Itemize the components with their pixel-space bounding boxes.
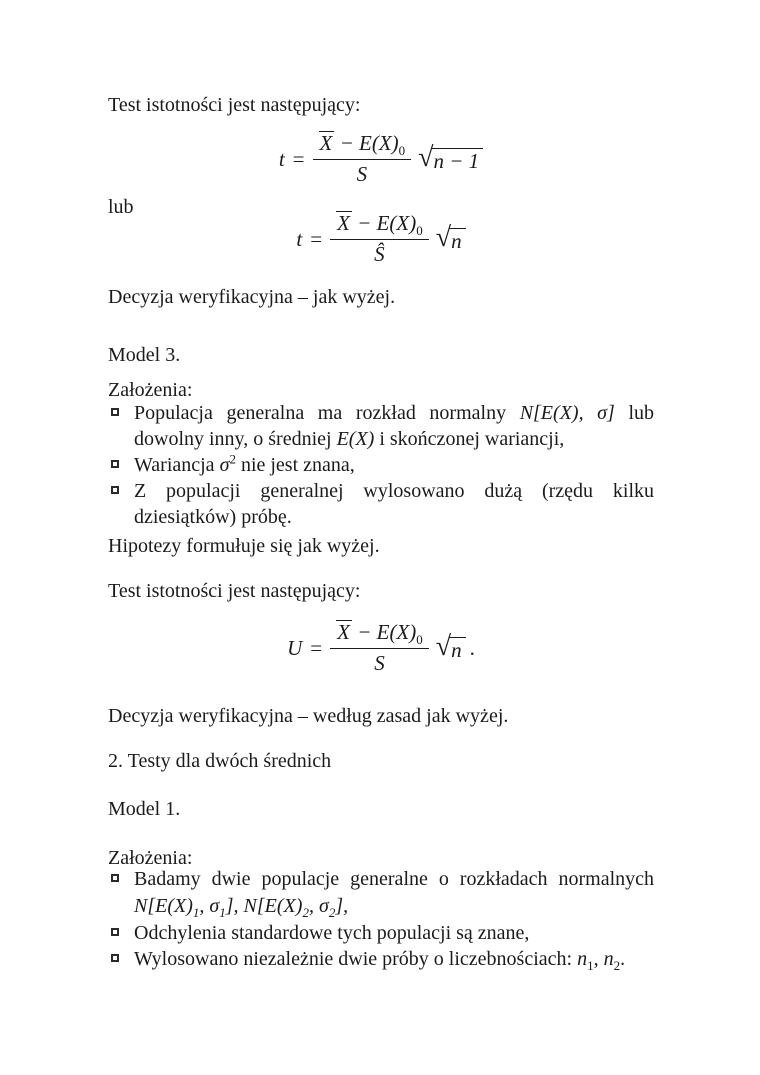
equals-sign: =	[310, 635, 323, 660]
bullet-line	[134, 400, 654, 426]
list-item-large-sample	[108, 478, 654, 530]
formula-t-student-2	[108, 211, 654, 267]
assumptions-list-model3	[108, 400, 654, 530]
radical-sign-icon: √	[418, 142, 434, 173]
fraction	[313, 131, 412, 187]
bullet-line	[134, 426, 654, 452]
paragraph-decision-2: Decyzja weryfikacyjna – według zasad jak wyżej.	[108, 705, 509, 727]
inline-math-expected-value: E(X)	[336, 428, 375, 450]
bullet-text: dowolny inny, o średniej	[134, 428, 337, 450]
bullet-text: nie jest znana,	[235, 454, 355, 476]
formula-lhs: t	[278, 146, 285, 171]
formula-period: .	[469, 635, 475, 660]
formula-u-test	[108, 620, 654, 676]
bullet-square-icon	[111, 486, 119, 494]
inline-math-normal-distribution: N[E(X), σ]	[519, 402, 615, 424]
formula-lhs: U	[287, 635, 303, 660]
inline-math-n1: n	[577, 948, 588, 970]
paragraph-test-intro-2: Test istotności jest następujący:	[108, 580, 361, 602]
x-bar: X	[337, 620, 350, 644]
paragraph-hypotheses: Hipotezy formułuje się jak wyżej.	[108, 535, 380, 557]
list-item-population-normal	[108, 400, 654, 452]
math-text: ], N[E(X)	[225, 895, 303, 917]
numerator-expression: − E(X)	[351, 211, 417, 235]
radicand: n	[449, 228, 466, 252]
subscript-two: 2	[302, 905, 309, 920]
subscript-one: 1	[219, 905, 226, 920]
paragraph-decision-1: Decyzja weryfikacyjna – jak wyżej.	[108, 286, 396, 308]
bullet-text: Wariancja	[134, 454, 220, 476]
bullet-square-icon	[111, 408, 119, 416]
subscript-two: 2	[613, 958, 621, 973]
fraction-denominator: S	[374, 651, 385, 675]
label-assumptions-model3: Założenia:	[108, 379, 193, 401]
fraction-numerator	[330, 211, 429, 240]
numerator-expression: − E(X)	[334, 131, 399, 155]
bullet-square-icon	[111, 928, 119, 936]
heading-section-2: 2. Testy dla dwóch średnich	[108, 750, 332, 772]
fraction-denominator: Ŝ	[374, 242, 385, 266]
x-bar: X	[319, 131, 333, 155]
heading-model-1: Model 1.	[108, 798, 181, 820]
paragraph-test-intro-1: Test istotności jest następujący:	[108, 94, 361, 116]
heading-model-3: Model 3.	[108, 344, 181, 366]
radicand: n − 1	[432, 148, 484, 172]
subscript-one: 1	[587, 958, 594, 973]
fraction	[330, 620, 429, 676]
bullet-square-icon	[111, 874, 119, 882]
bullet-text: Odchylenia standardowe tych populacji są znane,	[134, 922, 530, 944]
bullet-square-icon	[111, 954, 119, 962]
math-text: ],	[335, 895, 349, 917]
list-item-known-std-dev	[108, 920, 654, 946]
math-text: , σ	[308, 895, 329, 917]
bullet-line	[134, 504, 654, 530]
subscript-two: 2	[328, 905, 336, 920]
x-bar: X	[337, 211, 350, 235]
inline-math-sigma: σ	[219, 454, 230, 476]
assumptions-list-model1	[108, 866, 654, 972]
bullet-square-icon	[111, 460, 119, 468]
bullet-text: .	[620, 948, 626, 970]
bullet-line	[134, 866, 654, 892]
list-item-independent-samples	[108, 946, 654, 972]
bullet-text: Z populacji generalnej wylosowano dużą (rzędu kilku	[134, 480, 654, 502]
fraction-numerator	[313, 131, 412, 160]
subscript-one: 1	[192, 905, 200, 920]
radical-sign-icon: √	[435, 222, 452, 253]
formula-t-student-1	[108, 131, 654, 187]
square-root	[418, 142, 483, 173]
bullet-text: Wylosowano niezależnie dwie próby o liczebnościach:	[134, 948, 578, 970]
label-assumptions-model1: Założenia:	[108, 847, 193, 869]
square-root	[435, 631, 466, 662]
list-item-variance-unknown	[108, 452, 654, 478]
superscript-two: 2	[229, 451, 236, 467]
bullet-text: dziesiątków) próbę.	[134, 506, 292, 528]
bullet-line	[134, 478, 654, 504]
math-text: , σ	[199, 895, 220, 917]
radicand: n	[449, 637, 466, 661]
fraction	[330, 211, 429, 267]
subscript-zero: 0	[416, 632, 423, 648]
subscript-zero: 0	[416, 223, 423, 239]
fraction-denominator: S	[356, 162, 368, 186]
paragraph-lub: lub	[108, 196, 134, 218]
math-text: N[E(X)	[134, 895, 193, 917]
radical-sign-icon: √	[435, 631, 452, 662]
bullet-text: i skończonej wariancji,	[374, 428, 565, 450]
bullet-text: ,	[593, 948, 604, 970]
bullet-text: lub	[628, 402, 654, 424]
formula-lhs: t	[296, 226, 303, 251]
equals-sign: =	[310, 226, 323, 251]
subscript-zero: 0	[398, 143, 406, 159]
numerator-expression: − E(X)	[351, 620, 417, 644]
fraction-numerator	[330, 620, 429, 649]
bullet-text: Populacja generalna ma rozkład normalny	[134, 402, 507, 424]
equals-sign: =	[292, 146, 305, 171]
inline-math-two-normal-distributions	[134, 892, 654, 920]
bullet-text: Badamy dwie populacje generalne o rozkładach normalnych	[134, 868, 654, 890]
list-item-two-populations	[108, 866, 654, 920]
square-root	[435, 222, 466, 253]
inline-math-n2: n	[603, 948, 614, 970]
